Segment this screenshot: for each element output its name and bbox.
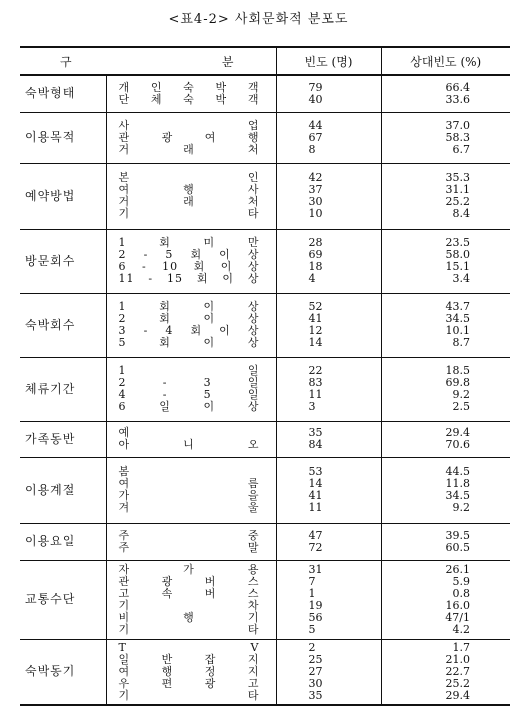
- header-category-left: 구: [60, 54, 72, 69]
- item-label: 개 인 숙 박 객: [118, 80, 260, 94]
- item-label: 사 업: [118, 118, 260, 132]
- item-label-cell: [106, 293, 276, 357]
- item-label: 주 중: [118, 528, 260, 542]
- relative-frequency-value-cell: [381, 357, 510, 421]
- frequency-value: 11: [308, 388, 323, 401]
- frequency-value-cell: [276, 75, 381, 112]
- frequency-value: 11: [308, 501, 323, 514]
- relative-frequency-value: 8.4: [452, 207, 470, 220]
- relative-frequency-value: 66.4: [445, 80, 470, 94]
- frequency-value: 7: [308, 574, 316, 588]
- section-category: 이용요일: [25, 534, 76, 548]
- relative-frequency-value: 1.7: [452, 640, 470, 654]
- item-label: 1 일: [118, 364, 260, 377]
- item-label: 주 말: [118, 540, 260, 554]
- relative-frequency-value-list: [382, 564, 511, 636]
- frequency-value: 67: [308, 130, 323, 144]
- item-label-cell: [106, 75, 276, 112]
- frequency-value-list: [277, 237, 381, 285]
- frequency-value: 27: [308, 664, 323, 678]
- frequency-value-cell: [276, 229, 381, 293]
- item-label: 기 차: [118, 598, 260, 612]
- section-category: 숙박회수: [25, 317, 76, 332]
- frequency-value: 10: [308, 207, 323, 220]
- frequency-value-list: [277, 427, 381, 451]
- item-label: 기 타: [118, 622, 260, 636]
- frequency-value: 30: [308, 676, 323, 690]
- relative-frequency-value: 43.7: [445, 300, 470, 313]
- frequency-value-list: [277, 82, 381, 106]
- frequency-value: 35: [308, 426, 323, 439]
- section-category-cell: [20, 523, 106, 560]
- frequency-value-list: [277, 466, 381, 514]
- item-label: 거 래 처: [118, 142, 260, 156]
- relative-frequency-value: 60.5: [445, 540, 470, 554]
- item-label-cell: [106, 421, 276, 457]
- table-body: [20, 75, 510, 705]
- relative-frequency-value: 47/1: [445, 610, 470, 624]
- item-label: 6 일 이 상: [118, 400, 260, 413]
- item-label: 여 행 사: [118, 183, 260, 196]
- section-row: [20, 75, 510, 112]
- relative-frequency-value: 58.0: [445, 248, 470, 261]
- section-category: 이용목적: [25, 130, 76, 144]
- item-label: 기 타: [118, 688, 260, 702]
- item-label-list: [107, 642, 276, 702]
- section-category-cell: [20, 357, 106, 421]
- frequency-value: 69: [308, 248, 323, 261]
- relative-frequency-value: 16.0: [445, 598, 470, 612]
- section-row: [20, 639, 510, 705]
- frequency-value: 19: [308, 598, 323, 612]
- distribution-table: [20, 46, 510, 706]
- section-row: [20, 523, 510, 560]
- item-label-list: [107, 172, 276, 220]
- frequency-value-cell: [276, 457, 381, 523]
- frequency-value-cell: [276, 112, 381, 163]
- frequency-value: 2: [308, 640, 316, 654]
- item-label: 고 속 버 스: [118, 586, 260, 600]
- item-label-cell: [106, 560, 276, 639]
- section-category-cell: [20, 560, 106, 639]
- relative-frequency-value: 23.5: [445, 236, 470, 249]
- relative-frequency-value-list: [382, 237, 511, 285]
- frequency-value: 28: [308, 236, 323, 249]
- item-label: 본 인: [118, 171, 260, 184]
- item-label-list: [107, 427, 276, 451]
- item-label-cell: [106, 112, 276, 163]
- item-label: 2 회 이 상: [118, 312, 260, 325]
- frequency-value: 40: [308, 92, 323, 106]
- frequency-value: 8: [308, 142, 316, 156]
- relative-frequency-value: 9.2: [452, 501, 470, 514]
- relative-frequency-value: 34.5: [445, 489, 470, 502]
- header-relative-frequency: 상대빈도 (%): [381, 47, 510, 75]
- frequency-value: 41: [308, 312, 323, 325]
- item-label-list: [107, 466, 276, 514]
- item-label-cell: [106, 523, 276, 560]
- section-row: [20, 293, 510, 357]
- relative-frequency-value-list: [382, 530, 511, 554]
- section-category: 숙박동기: [25, 664, 76, 679]
- frequency-value: 56: [308, 610, 323, 624]
- item-label: 여 름: [118, 477, 260, 490]
- item-label: 예: [118, 426, 131, 439]
- header-row: [20, 47, 510, 75]
- relative-frequency-value: 9.2: [452, 388, 470, 401]
- relative-frequency-value-cell: [381, 163, 510, 229]
- frequency-value: 42: [308, 171, 323, 184]
- section-category: 방문회수: [25, 253, 76, 268]
- frequency-value-cell: [276, 560, 381, 639]
- frequency-value: 14: [308, 477, 323, 490]
- item-label: 여 행 정 지: [118, 664, 260, 678]
- item-label: 우 편 광 고: [118, 676, 260, 690]
- item-label: 3 - 4 회 이 상: [118, 324, 260, 337]
- section-category-cell: [20, 229, 106, 293]
- relative-frequency-value: 31.1: [445, 183, 470, 196]
- section-row: [20, 357, 510, 421]
- section-category-cell: [20, 457, 106, 523]
- item-label: 단 체 숙 박 객: [118, 92, 260, 106]
- item-label: 2 - 5 회 이 상: [118, 248, 260, 261]
- item-label: 관 광 버 스: [118, 574, 260, 588]
- section-category: 가족동반: [25, 431, 76, 446]
- frequency-value: 25: [308, 652, 323, 666]
- section-category-cell: [20, 163, 106, 229]
- item-label: 가 을: [118, 489, 260, 502]
- relative-frequency-value: 29.4: [445, 688, 470, 702]
- frequency-value: 84: [308, 438, 323, 451]
- item-label-list: [107, 564, 276, 636]
- frequency-value: 83: [308, 376, 323, 389]
- item-label-cell: [106, 163, 276, 229]
- frequency-value-cell: [276, 523, 381, 560]
- item-label: 5 회 이 상: [118, 336, 260, 349]
- item-label-cell: [106, 639, 276, 705]
- header-category-right: 분: [221, 54, 234, 69]
- frequency-value: 18: [308, 260, 323, 273]
- frequency-value-cell: [276, 357, 381, 421]
- section-category-cell: [20, 421, 106, 457]
- relative-frequency-value-list: [382, 82, 511, 106]
- section-category: 체류기간: [25, 381, 76, 396]
- frequency-value-list: [277, 642, 381, 702]
- section-category-cell: [20, 112, 106, 163]
- item-label: 거 래 처: [118, 195, 260, 208]
- section-row: [20, 457, 510, 523]
- relative-frequency-value-list: [382, 301, 511, 349]
- relative-frequency-value-cell: [381, 560, 510, 639]
- relative-frequency-value-cell: [381, 457, 510, 523]
- item-label-list: [107, 120, 276, 156]
- relative-frequency-value: 21.0: [445, 652, 470, 666]
- section-row: [20, 229, 510, 293]
- relative-frequency-value-cell: [381, 293, 510, 357]
- relative-frequency-value: 25.2: [445, 195, 470, 208]
- item-label: 겨 울: [118, 501, 260, 514]
- section-row: [20, 560, 510, 639]
- relative-frequency-value: 25.2: [445, 676, 470, 690]
- header-category: [20, 47, 276, 75]
- frequency-value-list: [277, 530, 381, 554]
- relative-frequency-value: 70.6: [445, 438, 470, 451]
- section-category-cell: [20, 639, 106, 705]
- item-label: 아 니 오: [118, 438, 260, 451]
- relative-frequency-value: 18.5: [445, 364, 470, 377]
- frequency-value: 5: [308, 622, 316, 636]
- relative-frequency-value: 3.4: [452, 272, 470, 285]
- relative-frequency-value: 35.3: [445, 171, 470, 184]
- relative-frequency-value: 6.7: [452, 142, 470, 156]
- relative-frequency-value: 0.8: [452, 586, 470, 600]
- relative-frequency-value: 29.4: [445, 426, 470, 439]
- item-label: 6 - 10 회 이 상: [118, 260, 260, 273]
- frequency-value: 41: [308, 489, 323, 502]
- relative-frequency-value: 69.8: [445, 376, 470, 389]
- item-label: 1 회 미 만: [118, 236, 260, 249]
- frequency-value: 12: [308, 324, 323, 337]
- frequency-value: 30: [308, 195, 323, 208]
- frequency-value: 47: [308, 528, 323, 542]
- header-frequency: 빈도 (명): [276, 47, 381, 75]
- frequency-value: 35: [308, 688, 323, 702]
- relative-frequency-value-list: [382, 120, 511, 156]
- relative-frequency-value: 44.5: [445, 465, 470, 478]
- frequency-value: 53: [308, 465, 323, 478]
- relative-frequency-value-list: [382, 172, 511, 220]
- relative-frequency-value: 34.5: [445, 312, 470, 325]
- item-label: 기 타: [118, 207, 260, 220]
- relative-frequency-value: 22.7: [445, 664, 470, 678]
- relative-frequency-value: 33.6: [445, 92, 470, 106]
- relative-frequency-value-cell: [381, 421, 510, 457]
- item-label: 비 행 기: [118, 610, 260, 624]
- frequency-value: 3: [308, 400, 316, 413]
- table-caption: <표4-2> 사회문화적 분포도: [168, 12, 349, 27]
- relative-frequency-value: 37.0: [445, 118, 470, 132]
- relative-frequency-value-cell: [381, 523, 510, 560]
- relative-frequency-value: 2.5: [452, 400, 470, 413]
- item-label: 자 가 용: [118, 562, 260, 576]
- relative-frequency-value-list: [382, 642, 511, 702]
- relative-frequency-value: 4.2: [452, 622, 470, 636]
- item-label-list: [107, 365, 276, 413]
- relative-frequency-value: 10.1: [445, 324, 470, 337]
- item-label-cell: [106, 229, 276, 293]
- section-category: 이용계절: [25, 482, 76, 497]
- item-label-cell: [106, 457, 276, 523]
- relative-frequency-value-list: [382, 365, 511, 413]
- item-label: 4 - 5 일: [118, 388, 260, 401]
- relative-frequency-value: 58.3: [445, 130, 470, 144]
- frequency-value-cell: [276, 163, 381, 229]
- frequency-value-list: [277, 365, 381, 413]
- relative-frequency-value-list: [382, 427, 511, 451]
- frequency-value: 4: [308, 272, 316, 285]
- item-label-cell: [106, 357, 276, 421]
- relative-frequency-value-cell: [381, 639, 510, 705]
- frequency-value: 72: [308, 540, 323, 554]
- frequency-value: 1: [308, 586, 316, 600]
- item-label: 1 회 이 상: [118, 300, 260, 313]
- section-category-cell: [20, 75, 106, 112]
- item-label-list: [107, 237, 276, 285]
- frequency-value: 31: [308, 562, 323, 576]
- item-label: 봄: [118, 465, 131, 478]
- relative-frequency-value-cell: [381, 229, 510, 293]
- item-label: 관 광 여 행: [118, 130, 260, 144]
- relative-frequency-value-list: [382, 466, 511, 514]
- relative-frequency-value-cell: [381, 75, 510, 112]
- item-label-list: [107, 82, 276, 106]
- frequency-value-cell: [276, 293, 381, 357]
- frequency-value-list: [277, 564, 381, 636]
- item-label: T V: [118, 640, 260, 654]
- item-label-list: [107, 530, 276, 554]
- frequency-value: 37: [308, 183, 323, 196]
- frequency-value: 52: [308, 300, 323, 313]
- section-category: 예약방법: [25, 188, 76, 203]
- frequency-value: 79: [308, 80, 323, 94]
- relative-frequency-value: 26.1: [445, 562, 470, 576]
- section-row: [20, 112, 510, 163]
- relative-frequency-value: 15.1: [445, 260, 470, 273]
- item-label: 2 - 3 일: [118, 376, 260, 389]
- relative-frequency-value: 39.5: [445, 528, 470, 542]
- frequency-value: 22: [308, 364, 323, 377]
- relative-frequency-value: 8.7: [452, 336, 470, 349]
- relative-frequency-value-cell: [381, 112, 510, 163]
- relative-frequency-value: 5.9: [452, 574, 470, 588]
- section-row: [20, 421, 510, 457]
- section-category: 숙박형태: [25, 86, 76, 101]
- frequency-value: 14: [308, 336, 323, 349]
- section-category: 교통수단: [25, 592, 76, 606]
- item-label: 일 반 잡 지: [118, 652, 260, 666]
- frequency-value: 44: [308, 118, 323, 132]
- frequency-value-list: [277, 120, 381, 156]
- item-label: 11 - 15 회 이 상: [118, 272, 260, 285]
- relative-frequency-value: 11.8: [445, 477, 470, 490]
- section-row: [20, 163, 510, 229]
- frequency-value-cell: [276, 639, 381, 705]
- frequency-value-list: [277, 301, 381, 349]
- frequency-value-cell: [276, 421, 381, 457]
- frequency-value-list: [277, 172, 381, 220]
- item-label-list: [107, 301, 276, 349]
- section-category-cell: [20, 293, 106, 357]
